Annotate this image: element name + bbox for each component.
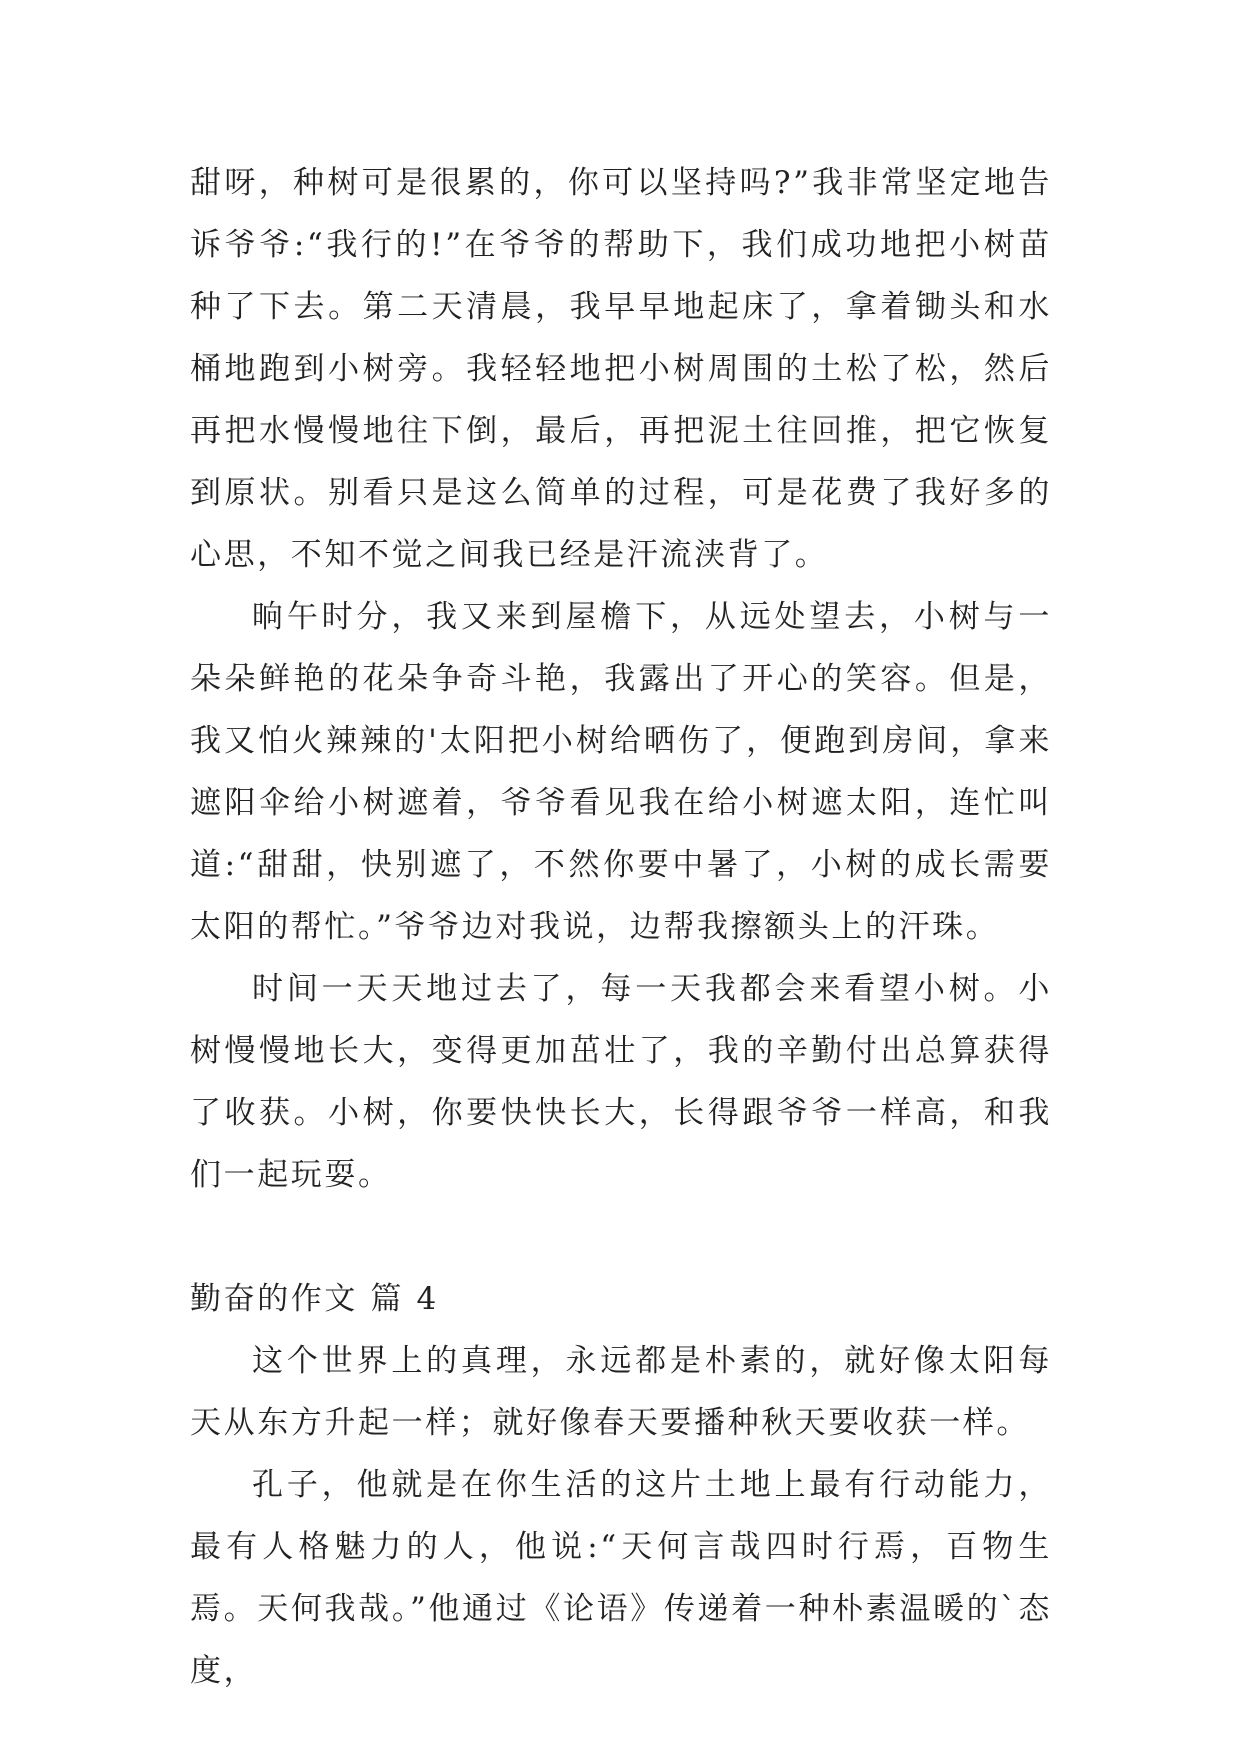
paragraph: 孔子，他就是在你生活的这片土地上最有行动能力，最有人格魅力的人，他说:“天何言哉四时行焉，百物生焉。天何我哉。”他通过《论语》传递着一种朴素温暖的`态度， <box>190 1467 1052 1689</box>
paragraph: 这个世界上的真理，永远都是朴素的，就好像太阳每天从东方升起一样；就好像春天要播种秋天要收获一样。 <box>190 1343 1052 1441</box>
paragraph: 晌午时分，我又来到屋檐下，从远处望去，小树与一朵朵鲜艳的花朵争奇斗艳，我露出了开心的笑容。但是，我又怕火辣辣的'太阳把小树给晒伤了，便跑到房间，拿来遮阳伞给小树遮着，爷爷看见我在给小树遮太阳，连忙叫道:“甜甜，快别遮了，不然你要中暑了，小树的成长需要太阳的帮忙。”爷爷边对我说，边帮我擦额头上的汗珠。 <box>190 599 1052 945</box>
section-heading: 勤奋的作文 篇 4 <box>190 1281 439 1317</box>
paragraph-continuation: 甜呀，种树可是很累的，你可以坚持吗?”我非常坚定地告诉爷爷:“我行的!”在爷爷的帮助下，我们成功地把小树苗种了下去。第二天清晨，我早早地起床了，拿着锄头和水桶地跑到小树旁。我轻轻地把小树周围的土松了松，然后再把水慢慢地往下倒，最后，再把泥土往回推，把它恢复到原状。别看只是这么简单的过程，可是花费了我好多的心思，不知不觉之间我已经是汗流浃背了。 <box>190 165 1052 573</box>
paragraph: 时间一天天地过去了，每一天我都会来看望小树。小树慢慢地长大，变得更加茁壮了，我的辛勤付出总算获得了收获。小树，你要快快长大，长得跟爷爷一样高，和我们一起玩耍。 <box>190 971 1052 1193</box>
document-body <box>190 152 1052 1702</box>
